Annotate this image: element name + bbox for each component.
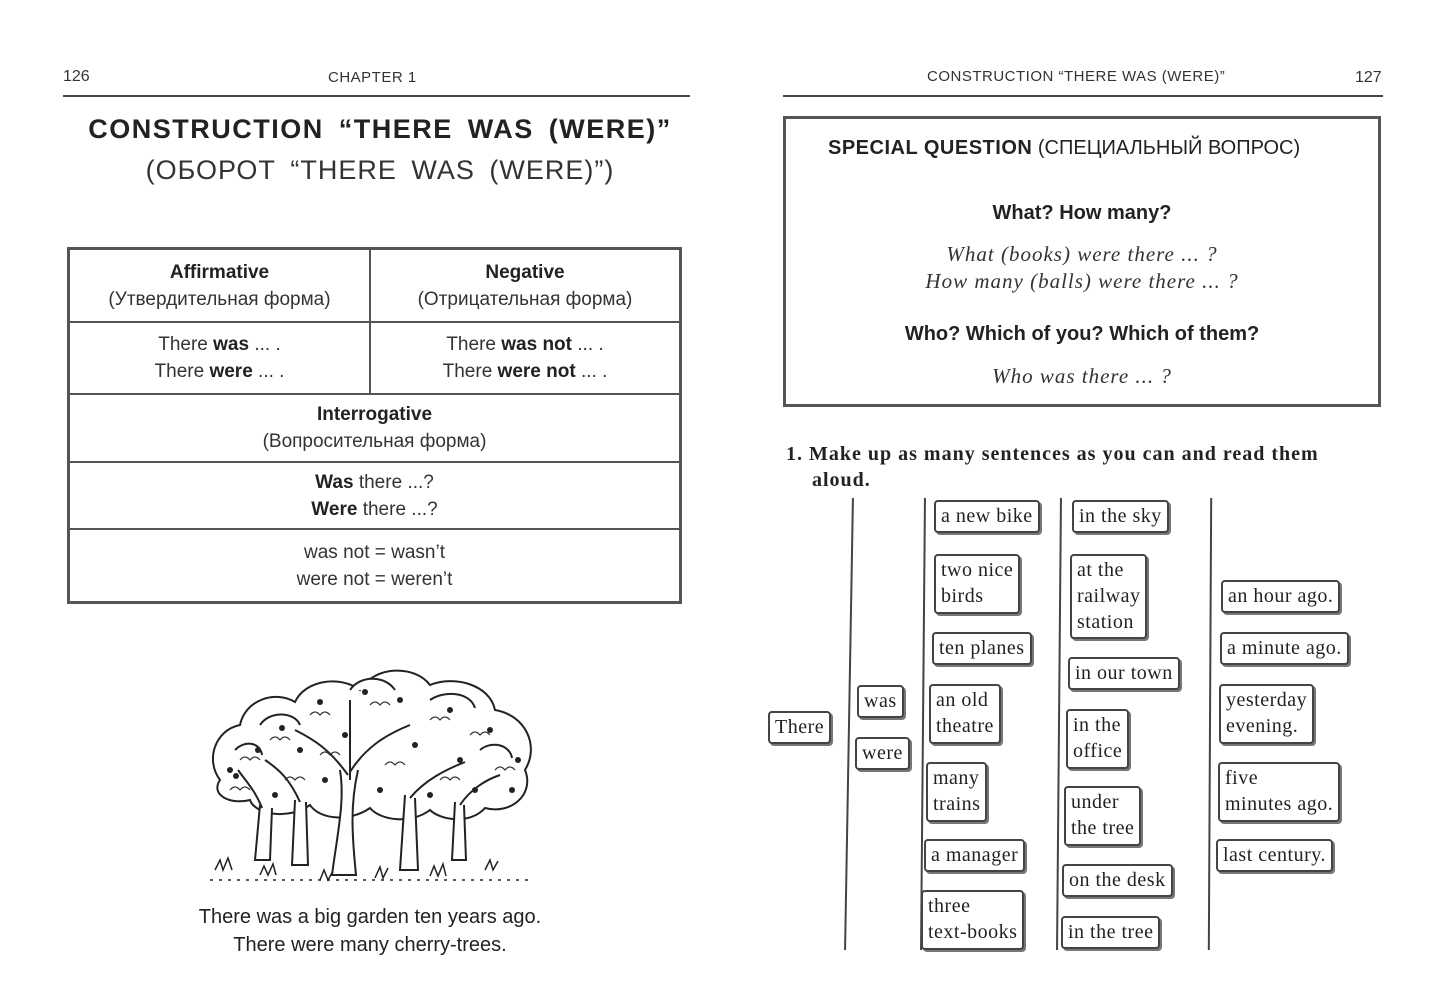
- word-box-were: were: [855, 737, 910, 770]
- word-box-was: was: [857, 685, 904, 718]
- word-box-yesterday-evening: yesterday evening.: [1219, 684, 1314, 744]
- word-box-last-century: last century.: [1216, 839, 1333, 872]
- example-who: Who was there ... ?: [992, 364, 1172, 388]
- question-words-who: Who? Which of you? Which of them?: [904, 323, 1260, 345]
- word-box-in-the-tree: in the tree: [1061, 916, 1160, 949]
- sentence-forms-table: [67, 247, 682, 604]
- contractions: [70, 530, 679, 601]
- word-box-three-text-books: three text-books: [921, 890, 1024, 950]
- word-box-at-the-railway-station: at the railway station: [1070, 554, 1147, 639]
- right-page-number: 127: [1355, 69, 1382, 86]
- interrogative-header: [70, 395, 679, 461]
- negative-subtitle: (Отрицательная форма): [417, 288, 633, 310]
- affirmative-header: [70, 250, 369, 321]
- illustration-caption: [140, 903, 600, 959]
- negative-title: Negative: [485, 261, 565, 283]
- caption-line-1: There was a big garden ten years ago.: [198, 906, 542, 928]
- negative-examples: [371, 323, 679, 393]
- word-box-two-nice-birds: two nice birds: [934, 554, 1020, 614]
- right-running-head: CONSTRUCTION “THERE WAS (WERE)”: [927, 68, 1226, 85]
- interrogative-examples: [70, 463, 679, 528]
- negative-header: [371, 250, 679, 321]
- negative-example-were: There were not ... .: [442, 361, 608, 382]
- word-box-many-trains: many trains: [926, 762, 987, 822]
- column-separator: [844, 498, 854, 950]
- special-question-title: SPECIAL QUESTION (СПЕЦИАЛЬНЫЙ ВОПРОС): [828, 137, 1301, 159]
- word-box-in-the-sky: in the sky: [1072, 500, 1169, 533]
- affirmative-examples: [70, 323, 369, 393]
- word-box-an-old-theatre: an old theatre: [929, 684, 1001, 744]
- affirmative-subtitle: (Утвердительная форма): [108, 288, 331, 310]
- affirmative-title: Affirmative: [169, 261, 270, 283]
- cherry-trees-illustration: [200, 630, 545, 895]
- word-box-a-manager: a manager: [924, 839, 1025, 872]
- negative-example-was: There was not ... .: [446, 334, 604, 355]
- word-box-in-the-office: in the office: [1066, 709, 1129, 769]
- interrogative-example-was: Was there ...?: [315, 471, 434, 493]
- word-box-ten-planes: ten planes: [932, 632, 1032, 665]
- special-question-box: [783, 116, 1381, 407]
- exercise-text-line-2: aloud.: [812, 469, 871, 491]
- exercise-number: 1.: [786, 443, 803, 465]
- left-running-head: CHAPTER 1: [328, 69, 417, 86]
- page-title: CONSTRUCTION “THERE WAS (WERE)”: [88, 114, 672, 144]
- interrogative-subtitle: (Вопросительная форма): [262, 431, 487, 452]
- word-box-a-new-bike: a new bike: [934, 500, 1040, 533]
- example-how-many: How many (balls) were there ... ?: [925, 269, 1239, 293]
- word-box-a-minute-ago: a minute ago.: [1220, 632, 1349, 665]
- interrogative-title: Interrogative: [316, 404, 433, 425]
- affirmative-example-was: There was ... .: [158, 334, 281, 355]
- contraction-wasnt: was not = wasn’t: [304, 541, 445, 563]
- word-box-on-the-desk: on the desk: [1062, 864, 1173, 897]
- page-subtitle: (ОБОРОТ “THERE WAS (WERE)”): [145, 155, 615, 185]
- question-words-what: What? How many?: [992, 202, 1172, 224]
- column-separator: [1208, 498, 1212, 950]
- column-separator: [920, 498, 926, 950]
- word-box-five-minutes-ago: five minutes ago.: [1218, 762, 1340, 822]
- exercise-instruction: [786, 441, 1386, 493]
- left-page-number: 126: [63, 68, 90, 85]
- affirmative-example-were: There were ... .: [154, 361, 285, 382]
- caption-line-2: There were many cherry-trees.: [233, 934, 507, 956]
- exercise-text-line-1: Make up as many sentences as you can and read them: [809, 443, 1319, 465]
- interrogative-example-were: Were there ...?: [311, 498, 438, 520]
- word-box-an-hour-ago: an hour ago.: [1221, 580, 1340, 613]
- right-header-rule: [783, 95, 1383, 97]
- example-what: What (books) were there ... ?: [946, 242, 1218, 266]
- contraction-werent: were not = weren’t: [296, 568, 453, 590]
- word-box-there: There: [768, 711, 831, 744]
- word-box-in-our-town: in our town: [1068, 657, 1180, 690]
- word-box-under-the-tree: under the tree: [1064, 786, 1141, 846]
- left-header-rule: [63, 95, 690, 97]
